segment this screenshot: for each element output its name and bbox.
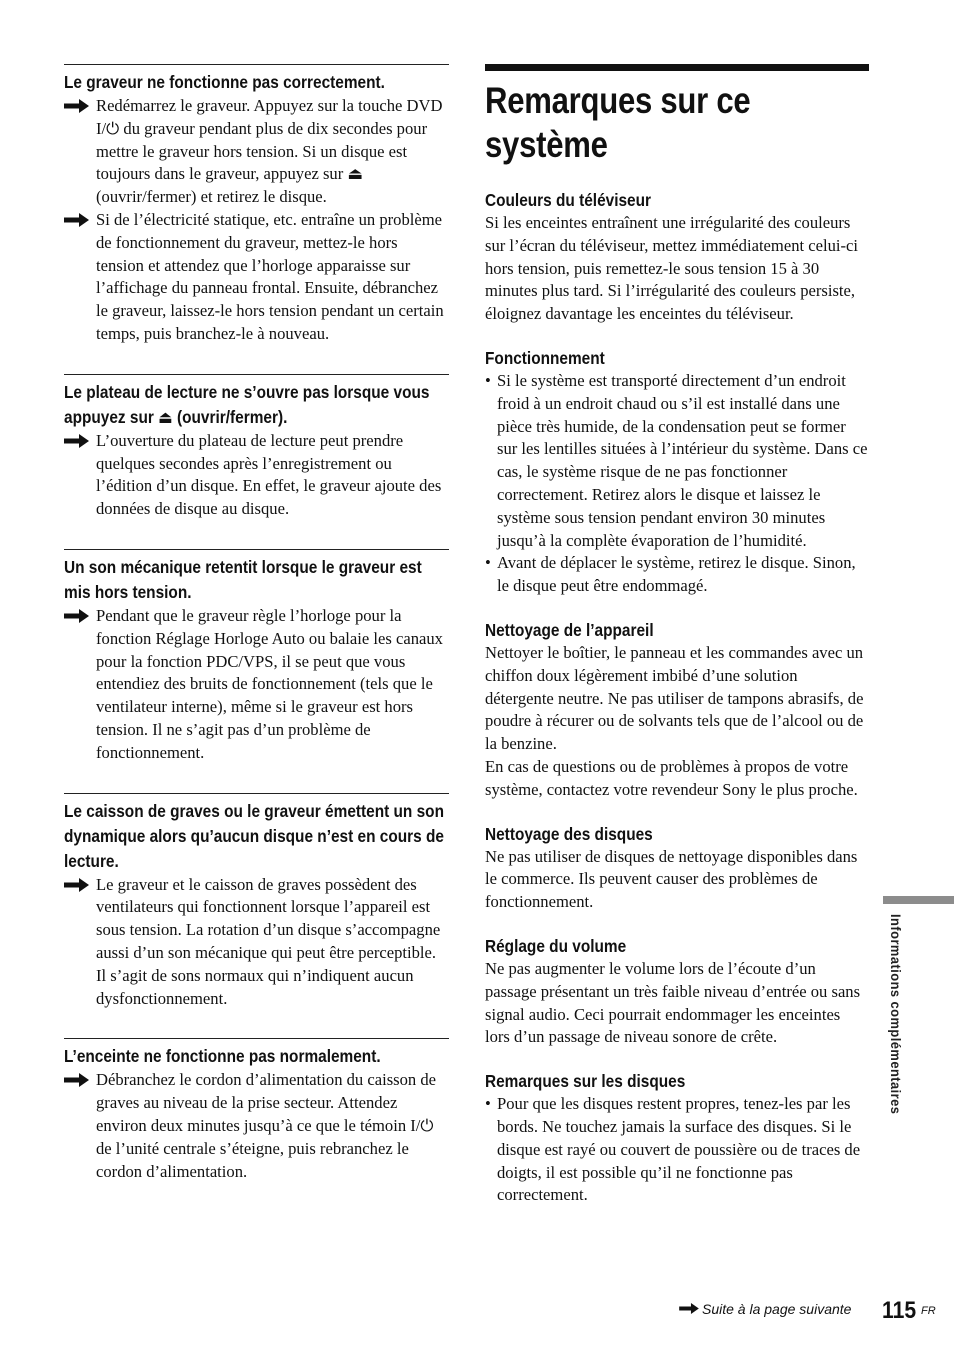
section-title: Nettoyage des disques	[485, 823, 653, 844]
remedy-item: Redémarrez le graveur. Appuyez sur la touche DVD I/⏻ du graveur pendant plus de dix secondes pour mettre le graveur hors tension. Si un disque est toujours dans le graveur, appuyez sur ⏏ (ouvrir/fermer) et retirez le disque.	[64, 95, 449, 209]
arrow-right-icon	[64, 878, 89, 892]
remedy-item: Le graveur et le caisson de graves possèdent des ventilateurs qui fonctionnent lorsque l’appareil est sous tension. La rotation d’un disque s’accompagne aussi d’un son mécanique qui peut être perceptible. Il s’agit de sons normaux qui n’indiquent aucun dysfonctionnement.	[64, 874, 449, 1011]
remedy-item: Débranchez le cordon d’alimentation du caisson de graves au niveau de la prise secteur. Attendez environ deux minutes jusqu’à ce que le témoin I/⏻ de l’unité centrale s’éteigne, puis rebranchez le cordon d’alimentation.	[64, 1069, 449, 1183]
notes-section	[485, 823, 869, 914]
page-title: Remarques sur ce système	[485, 80, 751, 165]
notes-section	[485, 347, 869, 598]
bullet-icon: •	[485, 370, 491, 390]
arrow-right-icon	[679, 1301, 699, 1317]
trouble-title: Le caisson de graves ou le graveur émettent un son dynamique alors qu’aucun disque n’est en cours de lecture.	[64, 800, 444, 871]
bullet-icon: •	[485, 553, 491, 573]
chapter-tab	[883, 896, 954, 904]
bullet-icon: •	[485, 1094, 491, 1114]
trouble-block	[64, 374, 449, 521]
bullet-item: • Si le système est transporté directement d’un endroit froid à un endroit chaud ou s’il est installé dans une pièce très humide, de la condensation peut se former sur les lentilles situées à l’intérieur du système. Dans ce cas, le système risque de ne pas fonctionner correctement. Retirez alors le disque et laissez le système sous tension pendant environ 30 minutes jusqu’à la complète évaporation de l’humidité.	[485, 370, 868, 550]
page-number: 115	[882, 1297, 917, 1324]
bullet-item: • Pour que les disques restent propres, tenez-les par les bords. Ne touchez jamais la surface des disques. Si le disque est rayé ou couvert de poussière ou de traces de doigts, il est possible qu’il ne fonctionne pas correctement.	[485, 1094, 861, 1205]
title-rule	[485, 64, 869, 71]
trouble-block	[64, 64, 449, 346]
arrow-right-icon	[64, 99, 89, 113]
section-title: Couleurs du téléviseur	[485, 190, 652, 210]
section-paragraph: Ne pas utiliser de disques de nettoyage disponibles dans le commerce. Ils peuvent causer des problèmes de fonctionnement.	[485, 846, 858, 912]
bullet-item: • Avant de déplacer le système, retirez le disque. Sinon, le disque peut être endommagé.	[485, 553, 856, 596]
trouble-title: Un son mécanique retentit lorsque le graveur est mis hors tension.	[64, 556, 422, 602]
section-title: Nettoyage de l’appareil	[485, 619, 654, 640]
notes-section	[485, 189, 869, 326]
troubleshooting-column	[64, 64, 449, 1183]
arrow-right-icon	[64, 213, 89, 227]
remedy-item: L’ouverture du plateau de lecture peut prendre quelques secondes après l’enregistrement ou l’édition d’un disque. En effet, le graveur ajoute des données de disque au disque.	[64, 430, 449, 521]
chapter-label: Informations complémentaires	[888, 914, 904, 1115]
trouble-block	[64, 549, 449, 765]
notes-section	[485, 935, 869, 1049]
section-title: Remarques sur les disques	[485, 1071, 686, 1092]
arrow-right-icon	[64, 434, 89, 448]
section-paragraph: Si les enceintes entraînent une irrégularité des couleurs sur l’écran du téléviseur, mettez immédiatement celui-ci hors tension, puis remettez-le sous tension 15 à 30 minutes plus tard. Si l’irrégularité des couleurs persiste, éloignez davantage les enceintes du téléviseur.	[485, 213, 858, 324]
remedy-item: Pendant que le graveur règle l’horloge pour la fonction Réglage Horloge Auto ou balaie les canaux pour la fonction PDC/VPS, il se peut que vous entendiez des bruits de fonctionnement (tels que le ventilateur interne), même si le graveur est hors tension. Il ne s’agit pas d’un problème de fonctionnement.	[64, 605, 449, 765]
notes-section	[485, 619, 869, 802]
trouble-block	[64, 1038, 449, 1183]
section-title: Fonctionnement	[485, 347, 605, 368]
page-language-suffix: FR	[921, 1305, 936, 1317]
continued-text: Suite à la page suivante	[702, 1301, 852, 1317]
section-paragraph: En cas de questions ou de problèmes à propos de votre système, contactez votre revendeur Sony le plus proche.	[485, 756, 858, 799]
continued-note	[679, 1301, 851, 1317]
section-title: Réglage du volume	[485, 935, 627, 956]
section-paragraph: Ne pas augmenter le volume lors de l’écoute d’un passage présentant un très faible niveau d’entrée ou sans signal audio. Ceci pourrait endommager les enceintes lors d’un passage de niveau sonore de crête.	[485, 958, 861, 1047]
section-paragraph: Nettoyer le boîtier, le panneau et les commandes avec un chiffon doux légèrement imbibé d’une solution détergente neutre. Ne pas utiliser de tampons abrasifs, de poudre à récurer ou de solvants tels que de l’alcool ou de la benzine.	[485, 642, 864, 754]
arrow-right-icon	[64, 609, 89, 623]
system-notes-column	[485, 64, 869, 1228]
trouble-title: Le plateau de lecture ne s’ouvre pas lorsque vous appuyez sur ⏏ (ouvrir/fermer).	[64, 381, 430, 427]
arrow-right-icon	[64, 1073, 89, 1087]
notes-section	[485, 1070, 869, 1207]
remedy-item: Si de l’électricité statique, etc. entraîne un problème de fonctionnement du graveur, mettez-le hors tension et attendez que l’horloge apparaisse sur l’affichage du panneau frontal. Ensuite, débranchez le graveur, laissez-le hors tension pendant un certain temps, puis branchez-le à nouveau.	[64, 209, 449, 346]
trouble-title: Le graveur ne fonctionne pas correctement.	[64, 72, 385, 92]
trouble-block	[64, 793, 449, 1011]
trouble-title: L’enceinte ne fonctionne pas normalement.	[64, 1046, 381, 1067]
